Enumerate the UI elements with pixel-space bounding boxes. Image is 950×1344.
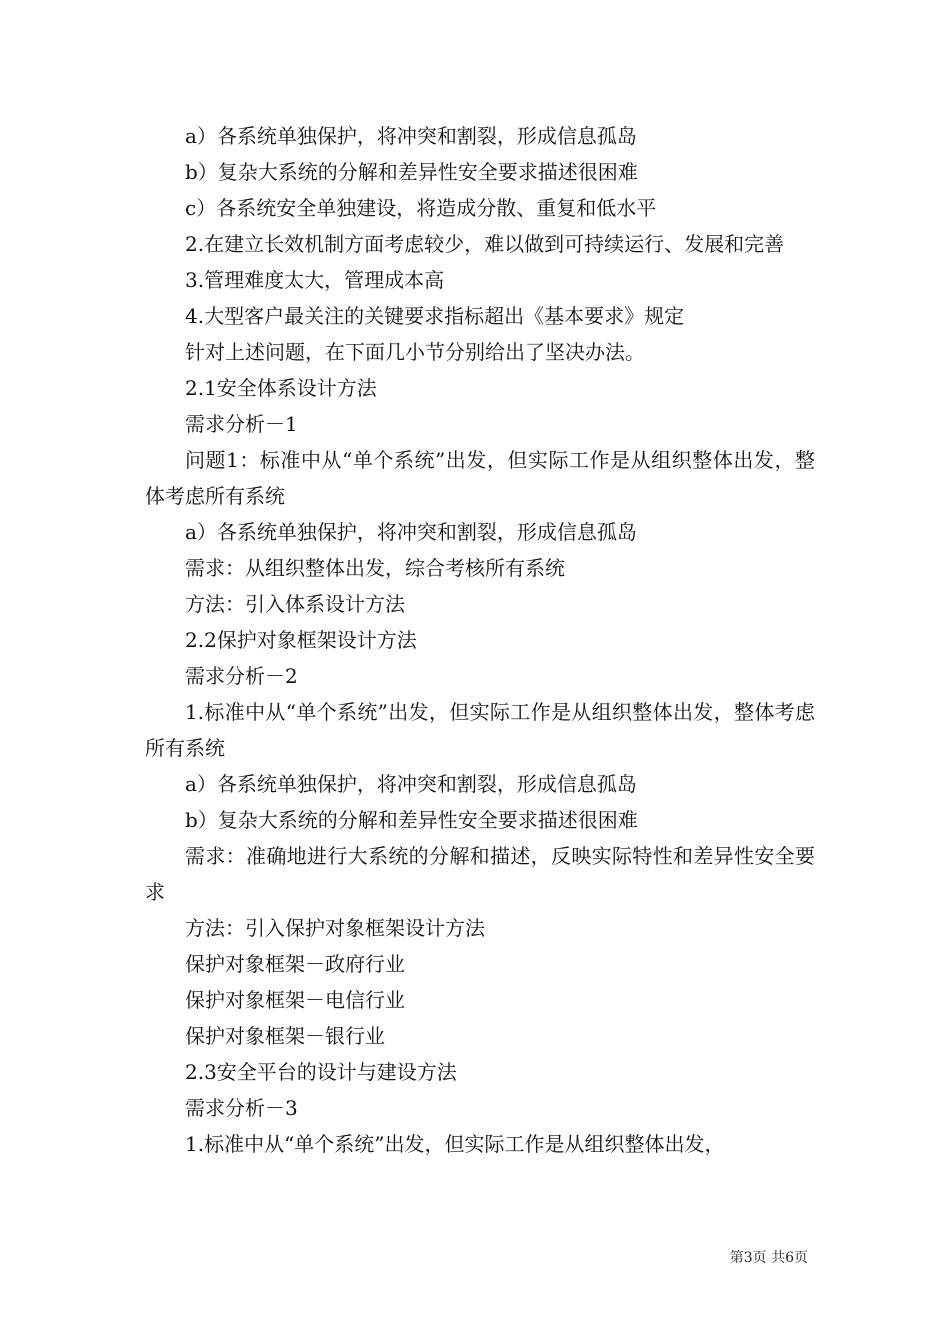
paragraph: 2.在建立长效机制方面考虑较少，难以做到可持续运行、发展和完善 — [185, 232, 785, 256]
paragraph: a）各系统单独保护，将冲突和割裂，形成信息孤岛 — [185, 124, 637, 148]
paragraph: 保护对象框架－电信行业 — [185, 988, 405, 1012]
paragraph: a）各系统单独保护，将冲突和割裂，形成信息孤岛 — [185, 772, 637, 796]
paragraph: 1.标准中从“单个系统”出发，但实际工作是从组织整体出发， — [185, 1132, 725, 1156]
paragraph: c）各系统安全单独建设，将造成分散、重复和低水平 — [185, 196, 657, 220]
section-heading: 2.1安全体系设计方法 — [185, 376, 377, 400]
document-body — [145, 118, 815, 1162]
section-heading: 2.3安全平台的设计与建设方法 — [185, 1060, 457, 1084]
paragraph: 需求分析－1 — [185, 412, 298, 436]
paragraph: 4.大型客户最关注的关键要求指标超出《基本要求》规定 — [185, 304, 685, 328]
page-number-footer: 第3页 共6页 — [729, 1250, 808, 1266]
paragraph: 3.管理难度太大，管理成本高 — [185, 268, 445, 292]
paragraph: 需求分析－3 — [185, 1096, 298, 1120]
paragraph: 需求：准确地进行大系统的分解和描述，反映实际特性和差异性安全要求 — [145, 844, 815, 904]
paragraph: 方法：引入体系设计方法 — [185, 592, 405, 616]
paragraph: a）各系统单独保护，将冲突和割裂，形成信息孤岛 — [185, 520, 637, 544]
paragraph: 保护对象框架－银行业 — [185, 1024, 385, 1048]
paragraph: b）复杂大系统的分解和差异性安全要求描述很困难 — [185, 808, 638, 832]
paragraph: 方法：引入保护对象框架设计方法 — [185, 916, 485, 940]
paragraph: 需求分析－2 — [185, 664, 298, 688]
paragraph: 1.标准中从“单个系统”出发，但实际工作是从组织整体出发，整体考虑所有系统 — [145, 700, 815, 760]
paragraph: 需求：从组织整体出发，综合考核所有系统 — [185, 556, 565, 580]
paragraph: 针对上述问题，在下面几小节分别给出了坚决办法。 — [185, 340, 645, 364]
section-heading: 2.2保护对象框架设计方法 — [185, 628, 417, 652]
paragraph: 问题1：标准中从“单个系统”出发，但实际工作是从组织整体出发，整体考虑所有系统 — [145, 448, 815, 508]
paragraph: b）复杂大系统的分解和差异性安全要求描述很困难 — [185, 160, 638, 184]
paragraph: 保护对象框架－政府行业 — [185, 952, 405, 976]
